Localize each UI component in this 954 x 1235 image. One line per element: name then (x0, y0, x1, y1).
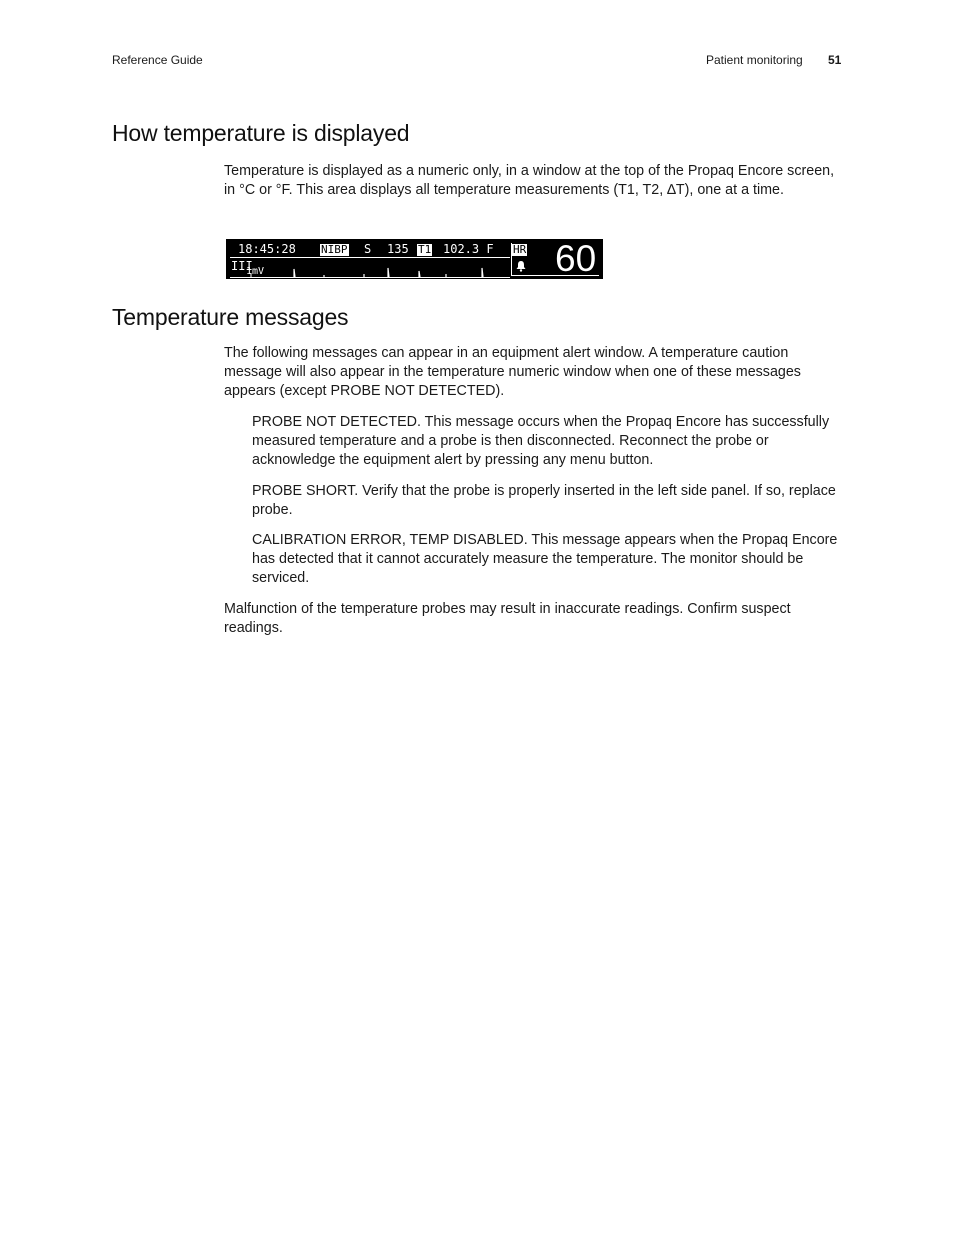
bell-icon (515, 260, 527, 272)
ecg-spike (419, 271, 420, 277)
paragraph-messages-intro: The following messages can appear in an equipment alert window. A temperature caution message will also appear in the temperature numeric window when one of these messages appears (except PROBE NOT DETECTED). (224, 345, 801, 399)
hr-label: HR (513, 243, 527, 256)
temp-label: T1 (418, 243, 432, 256)
paragraph-malfunction-note: Malfunction of the temperature probes may result in inaccurate readings. Confirm suspect readings. (224, 601, 791, 636)
monitor-screen-figure (226, 239, 603, 279)
section-heading-temperature-messages: Temperature messages (112, 304, 349, 330)
ecg-lead: III (231, 259, 253, 273)
scale-unit: 1mV (246, 266, 265, 277)
paragraph-temperature-display: Temperature is displayed as a numeric only, in a window at the top of the Propaq Encore screen, in °C or °F. This area displays all temperature measurements (T1, T2, ∆T), one at a time. (224, 163, 835, 198)
message-probe-not-detected: PROBE NOT DETECTED. This message occurs when the Propaq Encore has successfully measured temperature and a probe is then disconnected. Reconnect the probe or acknowledge the equipment alert by pressing any menu button. (252, 414, 830, 468)
message-calibration-error: CALIBRATION ERROR, TEMP DISABLED. This message appears when the Propaq Encore has detected that it cannot accurately measure the temperature. The monitor should be serviced. (252, 532, 838, 586)
page-number: 51 (828, 53, 842, 67)
monitor-time: 18:45:28 (238, 242, 296, 256)
temp-value: 102.3 F (443, 242, 494, 256)
ecg-spike (388, 268, 389, 277)
nibp-value: 135 (387, 242, 409, 256)
ecg-spike (482, 268, 483, 277)
nibp-mode: S (364, 242, 372, 256)
ecg-spike (294, 269, 295, 277)
hr-value: 60 (555, 238, 597, 279)
message-probe-short: PROBE SHORT. Verify that the probe is properly inserted in the left side panel. If so, replace probe. (252, 483, 836, 518)
ecg-trace (294, 268, 483, 277)
running-header-section: Patient monitoring (706, 53, 803, 67)
running-header-title: Reference Guide (112, 53, 203, 67)
section-heading-temperature-display: How temperature is displayed (112, 120, 410, 146)
nibp-label: NIBP (321, 243, 348, 256)
